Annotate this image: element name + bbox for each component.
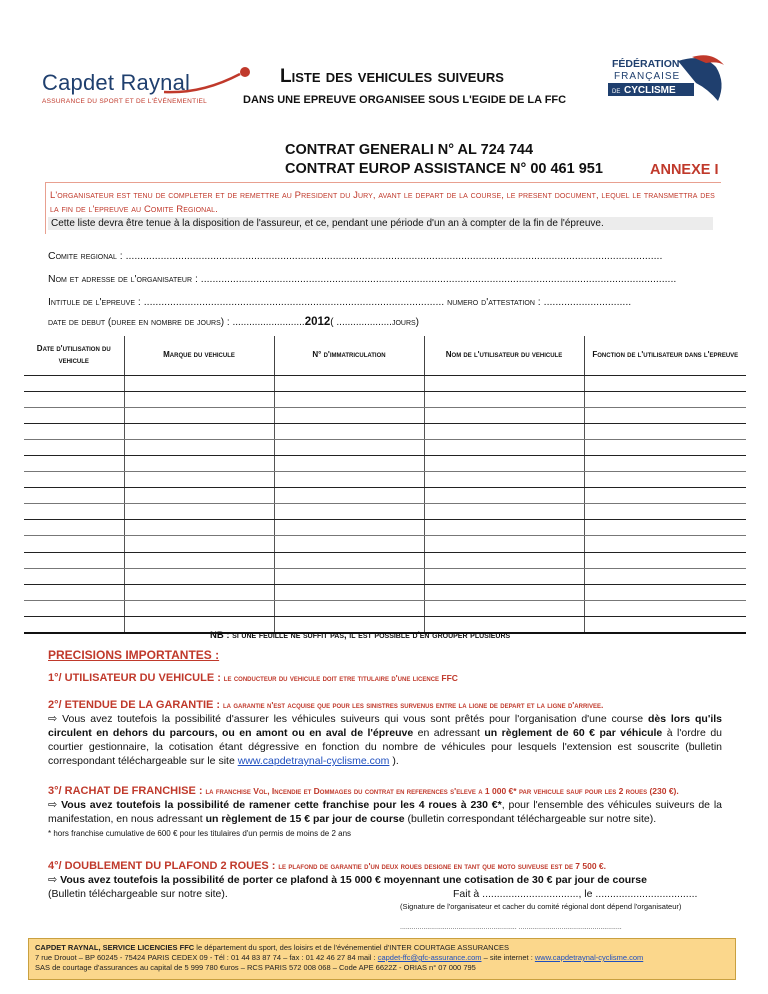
section-3 <box>48 784 722 841</box>
ffc-line1: FÉDÉRATION <box>612 58 680 70</box>
date-suffix: ( ....................jours) <box>330 317 420 328</box>
table-cell[interactable] <box>584 407 746 423</box>
table-cell[interactable] <box>124 600 274 616</box>
table-cell[interactable] <box>24 375 124 391</box>
table-cell[interactable] <box>124 568 274 584</box>
table-cell[interactable] <box>424 455 584 471</box>
section-1 <box>48 671 722 685</box>
page-subtitle: DANS UNE EPREUVE ORGANISEE SOUS L'EGIDE DE LA FFC <box>243 94 567 106</box>
table-cell[interactable] <box>584 552 746 568</box>
table-cell[interactable] <box>124 584 274 600</box>
table-cell[interactable] <box>124 552 274 568</box>
table-cell[interactable] <box>24 568 124 584</box>
footer-line3: SAS de courtage d'assurances au capital de 5 999 780 €uros – RCS PARIS 572 008 068 – Code APE 6622Z - ORIAS n° 07 000 795 <box>35 963 476 972</box>
table-cell[interactable] <box>584 536 746 552</box>
section-4 <box>48 859 722 901</box>
logo-tagline: ASSURANCE DU SPORT ET DE L'ÉVÉNEMENTIEL <box>42 98 208 105</box>
s3-footnote: * hors franchise cumulative de 600 € pour les titulaires d'un permis de moins de 2 ans <box>48 829 352 838</box>
col-fonction: Fonction de l'utilisateur dans l'epreuve <box>584 336 746 375</box>
s2-text-a: Vous avez toutefois la possibilité d'assurer les véhicules suiveurs qui vous sont prêtés pour l'organisation d'une course <box>62 713 644 725</box>
table-row <box>24 455 746 471</box>
table-body <box>24 375 746 633</box>
table-cell[interactable] <box>584 439 746 455</box>
intitule-field[interactable]: Intitule de l'epreuve : ....................................................................................................... numero d'attestation : .............................. <box>48 296 632 308</box>
table-cell[interactable] <box>584 423 746 439</box>
footer-site-link[interactable]: www.capdetraynal-cyclisme.com <box>534 953 644 962</box>
table-cell[interactable] <box>584 391 746 407</box>
section-2-subtext: la garantie n'est acquise que pour les sinistres survenus entre la ligne de depart et la ligne d'arrivee. <box>222 700 604 710</box>
table-cell[interactable] <box>274 375 424 391</box>
arrow-icon: ⇨ <box>48 874 58 886</box>
annexe-label: ANNEXE I <box>650 162 719 178</box>
s3-text-a: Vous avez toutefois la possibilité de ramener cette franchise pour les 4 roues à 230 €* <box>61 799 502 811</box>
footer-mail-link[interactable]: capdet-ffc@gfc-assurance.com <box>377 953 482 962</box>
table-row <box>24 423 746 439</box>
footer-line1-text: le département du sport, des loisirs et de l'événementiel d'INTER COURTAGE ASSURANCES <box>194 943 510 952</box>
table-cell[interactable] <box>24 439 124 455</box>
table-cell[interactable] <box>584 488 746 504</box>
notice-text: L'organisateur est tenu de completer et de remettre au President du Jury, avant le depart de la course, le present document, lequel le transmettra des la fin de l'epreuve au Comite Regional. <box>50 190 715 215</box>
table-cell[interactable] <box>274 455 424 471</box>
footer-bold: CAPDET RAYNAL, SERVICE LICENCIES FFC <box>35 943 195 952</box>
s2-text-e: à l'ordre du courtier gestionnaire, la cotisation étant dégressive en fonction du nombre de véhicules pour lesquels l'extension est souscrite (bulletin correspondant téléchargeable sur le site <box>48 727 723 767</box>
table-cell[interactable] <box>274 488 424 504</box>
contracts-block <box>285 141 603 179</box>
col-nom-utilisateur: Nom de l'utilisateur du vehicule <box>424 336 584 375</box>
table-cell[interactable] <box>424 407 584 423</box>
table-cell[interactable] <box>124 520 274 536</box>
table-row <box>24 407 746 423</box>
s3-text-b: , pour l'ensemble des véhicules suiveurs de la manifestation, en nous adressant <box>48 799 723 825</box>
ffc-line3: CYCLISME <box>624 85 676 96</box>
table-cell[interactable] <box>124 375 274 391</box>
table-cell[interactable] <box>274 504 424 520</box>
arrow-icon: ⇨ <box>48 713 58 725</box>
section-4-heading: 4°/ DOUBLEMENT DU PLAFOND 2 ROUES : <box>48 860 276 872</box>
date-year: 2012 <box>304 316 331 328</box>
signature-dots[interactable]: ............................................................ ..................................................... <box>400 924 622 931</box>
logo-name: Capdet Raynal <box>42 70 191 95</box>
table-cell[interactable] <box>424 600 584 616</box>
ffc-line2: FRANÇAISE <box>614 71 681 82</box>
page-title: Liste des vehicules suiveurs <box>280 66 504 87</box>
table-cell[interactable] <box>274 568 424 584</box>
comite-field[interactable]: Comite regional : ........................................................................................................................................................................................ <box>48 250 663 262</box>
title-block <box>243 66 567 106</box>
table-cell[interactable] <box>24 407 124 423</box>
vehicles-table <box>24 336 746 634</box>
table-cell[interactable] <box>24 391 124 407</box>
col-marque: Marque du vehicule <box>124 336 274 375</box>
table-cell[interactable] <box>424 520 584 536</box>
swoosh-icon <box>162 66 252 96</box>
table-cell[interactable] <box>124 536 274 552</box>
footer-address: 7 rue Drouot – BP 60245 - 75424 PARIS CEDEX 09 - Tél : 01 44 83 87 74 – fax : 01 42 46 27 84 mail : <box>35 953 378 962</box>
date-prefix: date de debut (duree en nombre de jours) : .......................... <box>48 317 305 328</box>
table-cell[interactable] <box>274 520 424 536</box>
table-cell[interactable] <box>124 472 274 488</box>
arrow-icon: ⇨ <box>48 799 58 811</box>
table-cell[interactable] <box>584 584 746 600</box>
table-cell[interactable] <box>124 455 274 471</box>
date-debut-field[interactable] <box>48 316 419 328</box>
table-cell[interactable] <box>124 439 274 455</box>
notice-box <box>45 182 721 234</box>
table-row <box>24 391 746 407</box>
contract-generali: CONTRAT GENERALI N° AL 724 744 <box>285 142 534 158</box>
table-cell[interactable] <box>424 391 584 407</box>
table-cell[interactable] <box>424 488 584 504</box>
table-cell[interactable] <box>424 472 584 488</box>
s2-text-b: dès lors qu'ils circulent en dehors du parcours, ou en amont ou en aval de l'épreuve <box>48 713 722 739</box>
s2-text-f: ). <box>392 755 399 767</box>
table-row <box>24 472 746 488</box>
s4-text-a: Vous avez toutefois la possibilité de porter ce plafond à 15 000 € moyennant une cotisation de 30 € par jour de course <box>60 874 647 886</box>
table-cell[interactable] <box>24 423 124 439</box>
ffc-emblem-icon <box>608 53 732 109</box>
table-row <box>24 600 746 616</box>
footer-box <box>28 938 736 980</box>
s2-text-d: un règlement de 60 € par véhicule <box>484 727 663 739</box>
table-cell[interactable] <box>584 504 746 520</box>
table-cell[interactable] <box>424 536 584 552</box>
table-cell[interactable] <box>124 407 274 423</box>
table-row <box>24 439 746 455</box>
organisateur-field[interactable]: Nom et adresse de l'organisateur : ................................................................................................................................................................... <box>48 273 677 285</box>
s3-text-c: un règlement de 15 € par jour de course <box>205 813 405 825</box>
section-3-subtext: la franchise Vol, Incendie et Dommages du contrat en references s'eleve a 1 000 €* par vehicule sauf pour les 2 roues (230 €). <box>205 786 679 796</box>
table-cell[interactable] <box>24 600 124 616</box>
table-cell[interactable] <box>24 520 124 536</box>
table-cell[interactable] <box>24 472 124 488</box>
notice-retention: Cette liste devra être tenue à la disposition de l'assureur, et ce, pendant une période d'un an à compter de la fin de l'épreuve. <box>48 217 713 230</box>
col-immatriculation: N° d'immatriculation <box>274 336 424 375</box>
signature-caption: (Signature de l'organisateur et cacher du comité régional dont dépend l'organisateur) <box>400 902 682 911</box>
table-row <box>24 488 746 504</box>
footer-line1 <box>35 943 729 953</box>
table-cell[interactable] <box>584 375 746 391</box>
table-row <box>24 520 746 536</box>
table-cell[interactable] <box>274 584 424 600</box>
table-cell[interactable] <box>274 600 424 616</box>
nb-note: NB : si une feuille ne suffit pas, il est possible d'en grouper plusieurs <box>210 630 511 641</box>
table-cell[interactable] <box>274 423 424 439</box>
section-1-subtext: le conducteur du vehicule doit etre titulaire d'une licence FFC <box>223 673 458 683</box>
contract-europ: CONTRAT EUROP ASSISTANCE N° 00 461 951 <box>285 161 603 177</box>
table-cell[interactable] <box>584 568 746 584</box>
table-cell[interactable] <box>584 616 746 632</box>
table-cell[interactable] <box>274 552 424 568</box>
capdet-raynal-logo <box>42 70 232 110</box>
table-row <box>24 552 746 568</box>
table-cell[interactable] <box>424 375 584 391</box>
ffc-logo <box>608 53 732 108</box>
table-cell[interactable] <box>424 584 584 600</box>
table-cell[interactable] <box>274 536 424 552</box>
table-row <box>24 504 746 520</box>
table-cell[interactable] <box>24 584 124 600</box>
table-cell[interactable] <box>584 520 746 536</box>
table-cell[interactable] <box>584 472 746 488</box>
s2-text-c: en adressant <box>417 727 480 739</box>
table-cell[interactable] <box>274 391 424 407</box>
precisions-title: PRECISIONS IMPORTANTES : <box>48 648 220 662</box>
section-1-heading: 1°/ UTILISATEUR DU VEHICULE : <box>48 672 221 684</box>
table-cell[interactable] <box>584 455 746 471</box>
table-cell[interactable] <box>24 616 124 632</box>
table-cell[interactable] <box>124 504 274 520</box>
col-date: Date d'utilisation du vehicule <box>24 336 124 375</box>
table-cell[interactable] <box>24 455 124 471</box>
table-row <box>24 584 746 600</box>
section-4-subtext: le plafond de garantie d'un deux roues designe en tant que moto suiveuse est de 7 500 €. <box>278 861 607 871</box>
table-cell[interactable] <box>24 488 124 504</box>
table-row <box>24 536 746 552</box>
table-row <box>24 375 746 391</box>
table-cell[interactable] <box>24 504 124 520</box>
table-cell[interactable] <box>274 407 424 423</box>
table-header-row <box>24 336 746 375</box>
s4-text-b: (Bulletin téléchargeable sur notre site). <box>48 888 228 900</box>
table-cell[interactable] <box>274 439 424 455</box>
table-row <box>24 568 746 584</box>
capdet-site-link[interactable]: www.capdetraynal-cyclisme.com <box>237 755 390 767</box>
table-cell[interactable] <box>424 504 584 520</box>
fait-a-field[interactable]: Fait à ................................., le ................................... <box>453 888 698 900</box>
table-cell[interactable] <box>24 552 124 568</box>
ffc-prefix: DE <box>612 89 621 95</box>
section-3-heading: 3°/ RACHAT DE FRANCHISE : <box>48 785 203 797</box>
table-cell[interactable] <box>424 439 584 455</box>
table-cell[interactable] <box>124 488 274 504</box>
section-2 <box>48 698 722 768</box>
table-cell[interactable] <box>584 600 746 616</box>
section-2-heading: 2°/ ETENDUE DE LA GARANTIE : <box>48 699 221 711</box>
table-cell[interactable] <box>274 472 424 488</box>
table-cell[interactable] <box>124 423 274 439</box>
table-cell[interactable] <box>124 391 274 407</box>
s3-text-d: (bulletin correspondant téléchargeable sur notre site). <box>407 813 657 825</box>
table-cell[interactable] <box>424 568 584 584</box>
footer-site-label: – site internet : <box>481 953 535 962</box>
table-cell[interactable] <box>424 552 584 568</box>
table-cell[interactable] <box>424 423 584 439</box>
footer-line2 <box>35 953 729 963</box>
table-cell[interactable] <box>24 536 124 552</box>
